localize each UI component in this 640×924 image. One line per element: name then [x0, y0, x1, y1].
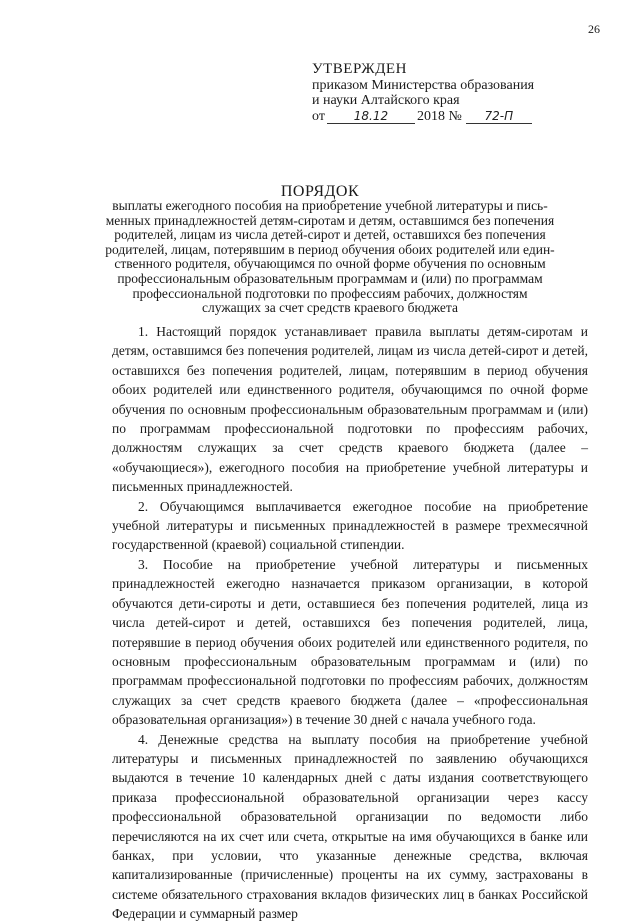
year-text: 2018 №	[416, 108, 462, 124]
paragraph-3: 3. Пособие на приобретение учебной литературы и письменных принадлежностей ежегодно назначается приказом организации, в которой обучаются дети-сироты и дети, оставшиеся без попечения родителей, лица из числа детей-сирот и детей, оставшихся без попечения родителей, лица, потерявшие в период обучения обоих родителей или единственного родителя, по основным профессиональным образовательным программам и (или) по программам профессиональной подготовки по профессиям рабочих, должностям служащих за счет средств краевого бюджета (далее – «профессиональная образовательная организация») в течение 30 дней с начала учебного года.	[112, 556, 588, 728]
page-number: 26	[588, 22, 600, 36]
document-body	[112, 322, 588, 924]
approval-block	[312, 62, 612, 124]
subtitle-line: родителей, лицам из числа детей-сирот и детей, оставшихся без попечения	[114, 227, 546, 243]
subtitle-line: ственного родителя, обучающимся по очной форме обучения по основным	[114, 256, 546, 272]
subtitle-line: профессиональным образовательным программам и (или) по программам	[117, 270, 543, 286]
document-heading: ПОРЯДОК	[280, 183, 360, 200]
date-prefix: от	[312, 108, 325, 124]
approval-date-line	[312, 109, 612, 125]
subtitle-line: выплаты ежегодного пособия на приобретение учебной литературы и пись-	[112, 198, 548, 213]
handwritten-date: 18.12	[327, 110, 415, 124]
subtitle-line: служащих за счет средств краевого бюджета	[202, 300, 458, 316]
subtitle-line: менных принадлежностей детям-сиротам и детям, оставшимся без попечения	[105, 212, 555, 228]
approval-line-1: приказом Министерства образования	[312, 77, 535, 93]
paragraph-1: 1. Настоящий порядок устанавливает правила выплаты детям-сиротам и детям, оставшимся без попечения родителей, лицам из числа детей-сирот и детей, оставшихся без попечения родителей, лицам, потерявшим в период обучения обоих родителей или единственного родителя, обучающимся по очной форме обучения по основным профессиональным образовательным программам и (или) по программам профессиональной подготовки по профессиям рабочих, должностям служащих за счет средств краевого бюджета (далее – «обучающиеся»), ежегодного пособия на приобретение учебной литературы и письменных принадлежностей.	[112, 324, 588, 495]
document-subtitle	[70, 199, 590, 316]
paragraph-2: 2. Обучающимся выплачивается ежегодное пособие на приобретение учебной литературы и письменных принадлежностей в размере трехмесячной государственной (краевой) социальной стипендии.	[112, 498, 588, 553]
paragraph-4: 4. Денежные средства на выплату пособия на приобретение учебной литературы и письменных принадлежностей по заявлению обучающихся выдаются в течение 10 календарных дней с даты издания соответствующего приказа профессиональной образовательной организации через кассу профессиональной образовательной организации по ведомости либо перечисляются на их счет или счета, открытые на имя обучающихся в банке или банках, при условии, что указанные денежные средства, включая капитализированные (причисленные) проценты на их сумму, застрахованы в системе обязательного страхования вкладов физических лиц в банках Российской Федерации и суммарный размер	[112, 731, 588, 922]
subtitle-line: родителей, лицам, потерявшим в период обучения обоих родителей или един-	[105, 241, 555, 257]
approval-line-2: и науки Алтайского края	[312, 93, 460, 108]
handwritten-order-number: 72-П	[466, 110, 532, 124]
subtitle-line: профессиональной подготовки по профессиям рабочих, должностям	[132, 285, 528, 301]
approval-stamp: УТВЕРЖДЕН	[312, 61, 407, 77]
